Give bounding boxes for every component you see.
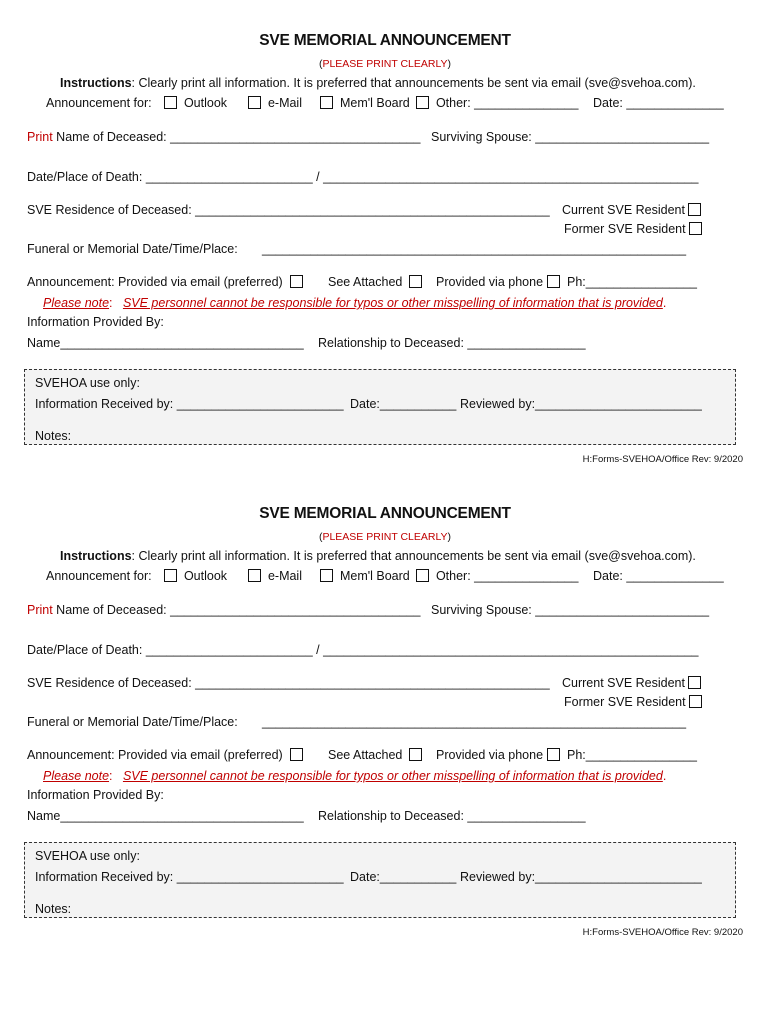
other-checkbox[interactable] <box>416 569 429 582</box>
reviewed-by-field[interactable]: Reviewed by:________________________ <box>460 397 702 411</box>
date-field[interactable]: Date: ______________ <box>593 569 724 583</box>
announcement-for-label: Announcement for: <box>46 569 152 583</box>
via-phone-option[interactable]: Provided via phone <box>436 748 560 763</box>
announcement-email-option[interactable]: Announcement: Provided via email (preferred) <box>27 275 303 290</box>
footer-revision: H:Forms-SVEHOA/Office Rev: 9/2020 <box>582 454 743 465</box>
outlook-checkbox[interactable] <box>164 569 177 582</box>
relationship-field[interactable]: Relationship to Deceased: _________________ <box>318 809 586 823</box>
current-resident-option[interactable]: Current SVE Resident <box>562 676 701 691</box>
via-phone-checkbox[interactable] <box>547 275 560 288</box>
funeral-field[interactable]: _____________________________________________________________ <box>262 715 687 729</box>
form-title: SVE MEMORIAL ANNOUNCEMENT <box>259 32 511 49</box>
funeral-label: Funeral or Memorial Date/Time/Place: <box>27 715 238 729</box>
see-attached-option[interactable]: See Attached <box>328 748 422 763</box>
option-email[interactable]: e-Mail <box>248 569 302 584</box>
email-checkbox[interactable] <box>248 96 261 109</box>
surviving-spouse-field[interactable]: Surviving Spouse: _________________________ <box>431 130 710 144</box>
other-checkbox[interactable] <box>416 96 429 109</box>
email-checkbox[interactable] <box>248 569 261 582</box>
option-meml-board[interactable]: Mem'l Board <box>320 569 410 584</box>
name-of-deceased-field[interactable]: Print Name of Deceased: ____________________________________ <box>27 603 421 617</box>
option-meml-board[interactable]: Mem'l Board <box>320 96 410 111</box>
via-phone-option[interactable]: Provided via phone <box>436 275 560 290</box>
option-other[interactable]: Other: _______________ <box>416 96 578 111</box>
form-subtitle: (PLEASE PRINT CLEARLY) <box>318 58 452 70</box>
former-resident-checkbox[interactable] <box>689 695 702 708</box>
see-attached-option[interactable]: See Attached <box>328 275 422 290</box>
option-outlook[interactable]: Outlook <box>164 96 227 111</box>
current-resident-checkbox[interactable] <box>688 676 701 689</box>
funeral-label: Funeral or Memorial Date/Time/Place: <box>27 242 238 256</box>
current-resident-checkbox[interactable] <box>688 203 701 216</box>
office-date-field[interactable]: Date:___________ <box>350 397 457 411</box>
info-provided-by-label: Information Provided By: <box>27 315 164 329</box>
date-place-of-death-field[interactable]: Date/Place of Death: ________________________ / ______________________________________________________ <box>27 643 699 657</box>
option-email[interactable]: e-Mail <box>248 96 302 111</box>
email-preferred-checkbox[interactable] <box>290 275 303 288</box>
meml-board-checkbox[interactable] <box>320 569 333 582</box>
surviving-spouse-field[interactable]: Surviving Spouse: _________________________ <box>431 603 710 617</box>
funeral-field[interactable]: _____________________________________________________________ <box>262 242 687 256</box>
outlook-checkbox[interactable] <box>164 96 177 109</box>
option-other[interactable]: Other: _______________ <box>416 569 578 584</box>
residence-field[interactable]: SVE Residence of Deceased: ___________________________________________________ <box>27 676 550 690</box>
memorial-form-2 <box>0 473 770 943</box>
announcement-email-option[interactable]: Announcement: Provided via email (preferred) <box>27 748 303 763</box>
date-field[interactable]: Date: ______________ <box>593 96 724 110</box>
meml-board-checkbox[interactable] <box>320 96 333 109</box>
former-resident-option[interactable]: Former SVE Resident <box>564 695 702 710</box>
announcement-for-label: Announcement for: <box>46 96 152 110</box>
phone-field[interactable]: Ph:________________ <box>567 275 697 289</box>
see-attached-checkbox[interactable] <box>409 275 422 288</box>
office-use-label: SVEHOA use only: <box>35 849 140 863</box>
please-note: Please note: SVE personnel cannot be responsible for typos or other misspelling of information that is provided. <box>43 769 667 783</box>
see-attached-checkbox[interactable] <box>409 748 422 761</box>
info-provided-by-label: Information Provided By: <box>27 788 164 802</box>
memorial-form-1 <box>0 0 770 470</box>
residence-field[interactable]: SVE Residence of Deceased: ___________________________________________________ <box>27 203 550 217</box>
form-title: SVE MEMORIAL ANNOUNCEMENT <box>259 505 511 522</box>
office-date-field[interactable]: Date:___________ <box>350 870 457 884</box>
instructions: Instructions: Clearly print all information. It is preferred that announcements be sent via email (sve@svehoa.com). <box>60 549 696 563</box>
footer-revision: H:Forms-SVEHOA/Office Rev: 9/2020 <box>582 927 743 938</box>
provider-name-field[interactable]: Name___________________________________ <box>27 336 304 350</box>
please-note: Please note: SVE personnel cannot be responsible for typos or other misspelling of information that is provided. <box>43 296 667 310</box>
former-resident-option[interactable]: Former SVE Resident <box>564 222 702 237</box>
current-resident-option[interactable]: Current SVE Resident <box>562 203 701 218</box>
office-use-label: SVEHOA use only: <box>35 376 140 390</box>
via-phone-checkbox[interactable] <box>547 748 560 761</box>
provider-name-field[interactable]: Name___________________________________ <box>27 809 304 823</box>
email-preferred-checkbox[interactable] <box>290 748 303 761</box>
date-place-of-death-field[interactable]: Date/Place of Death: ________________________ / ______________________________________________________ <box>27 170 699 184</box>
phone-field[interactable]: Ph:________________ <box>567 748 697 762</box>
option-outlook[interactable]: Outlook <box>164 569 227 584</box>
notes-label: Notes: <box>35 902 72 916</box>
former-resident-checkbox[interactable] <box>689 222 702 235</box>
notes-label: Notes: <box>35 429 72 443</box>
received-by-field[interactable]: Information Received by: ________________________ <box>35 397 344 411</box>
instructions: Instructions: Clearly print all information. It is preferred that announcements be sent via email (sve@svehoa.com). <box>60 76 696 90</box>
name-of-deceased-field[interactable]: Print Name of Deceased: ____________________________________ <box>27 130 421 144</box>
form-subtitle: (PLEASE PRINT CLEARLY) <box>318 531 452 543</box>
received-by-field[interactable]: Information Received by: ________________________ <box>35 870 344 884</box>
relationship-field[interactable]: Relationship to Deceased: _________________ <box>318 336 586 350</box>
reviewed-by-field[interactable]: Reviewed by:________________________ <box>460 870 702 884</box>
